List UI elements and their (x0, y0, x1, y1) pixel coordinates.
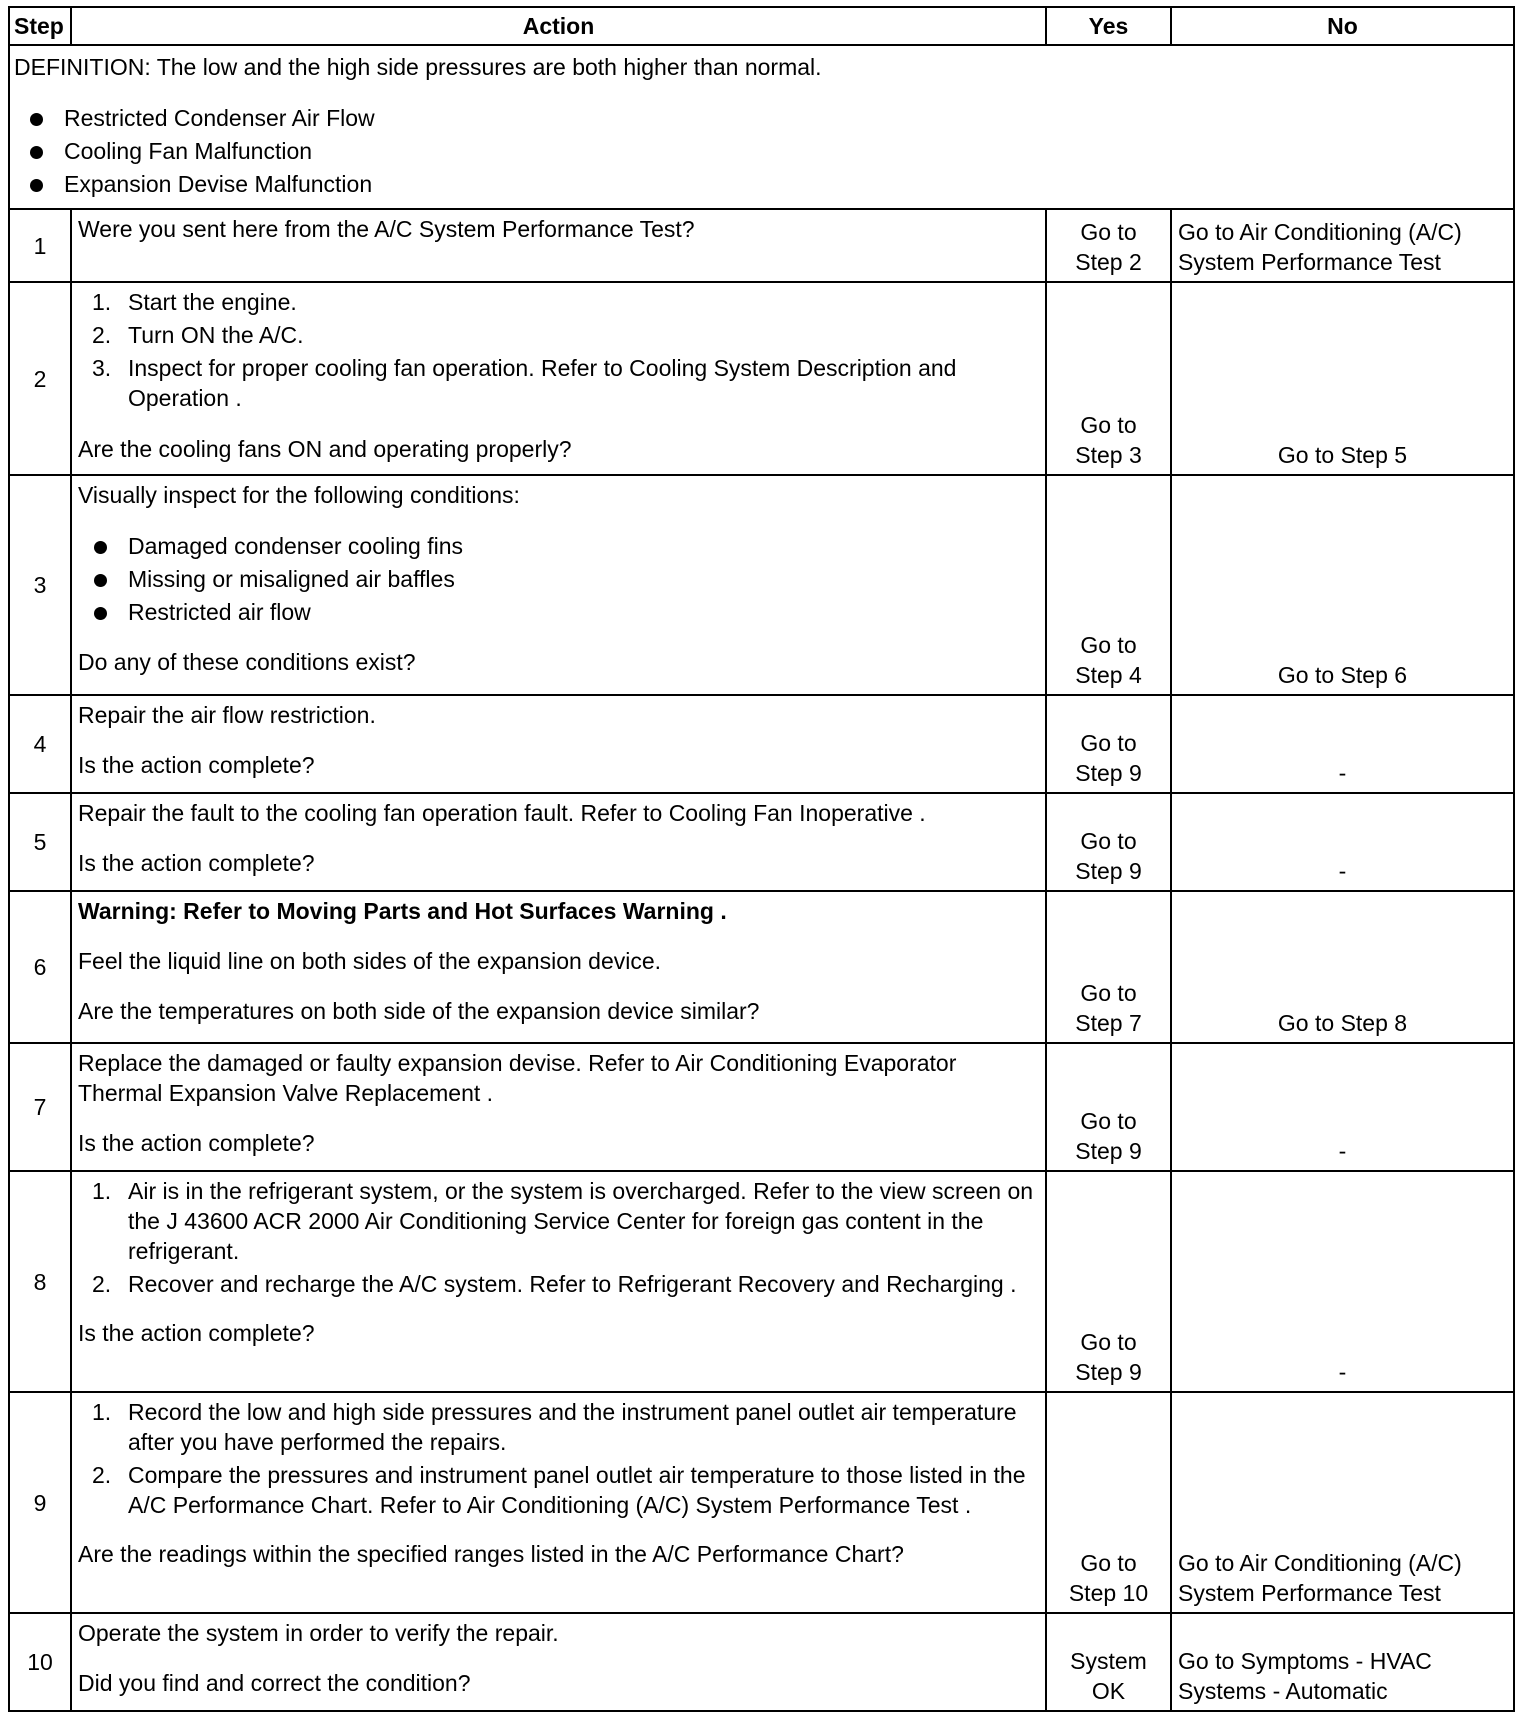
yes-text: Go to (1080, 730, 1137, 756)
action-text: Operate the system in order to verify the repair. (78, 1620, 559, 1646)
table-row (9, 475, 1514, 695)
step-action (71, 695, 1046, 793)
question-text: Is the action complete? (78, 752, 315, 778)
numbered-list (78, 1397, 1039, 1520)
step-number: 4 (9, 695, 71, 793)
list-item: Expansion Devise Malfunction (14, 168, 1509, 201)
step-action (71, 282, 1046, 475)
action-text: Visually inspect for the following conditions: (78, 482, 520, 508)
list-item: Restricted Condenser Air Flow (14, 102, 1509, 135)
list-item: Damaged condenser cooling fins (78, 530, 1039, 563)
step-action (71, 1171, 1046, 1392)
step-action (71, 475, 1046, 695)
table-row (9, 209, 1514, 282)
no-cell (1171, 1613, 1514, 1711)
header-row (9, 7, 1514, 45)
step-action (71, 1043, 1046, 1171)
step-action (71, 891, 1046, 1043)
yes-cell (1046, 1392, 1171, 1613)
no-cell (1171, 793, 1514, 891)
yes-text: Go to (1080, 632, 1137, 658)
no-cell (1171, 1171, 1514, 1392)
yes-cell (1046, 282, 1171, 475)
list-item: Missing or misaligned air baffles (78, 563, 1039, 596)
yes-text: Go to (1080, 219, 1137, 245)
list-item: 2. Recover and recharge the A/C system. Refer to Refrigerant Recovery and Recharging . (92, 1271, 1017, 1297)
no-text: System Performance Test (1178, 249, 1441, 275)
no-cell (1171, 282, 1514, 475)
question-text: Are the temperatures on both side of the expansion device similar? (78, 998, 760, 1024)
step-action (71, 793, 1046, 891)
no-cell (1171, 1043, 1514, 1171)
condition-bullets (78, 530, 1039, 629)
no-cell (1171, 209, 1514, 282)
question-text: Is the action complete? (78, 1320, 315, 1346)
yes-cell (1046, 1171, 1171, 1392)
action-text: Feel the liquid line on both sides of the expansion device. (78, 948, 662, 974)
no-text: System Performance Test (1178, 1580, 1441, 1606)
list-item: 2. Compare the pressures and instrument panel outlet air temperature to those listed in the A/C Performance Chart. Refer to Air Conditioning (A/C) System Performance Test . (92, 1462, 1026, 1518)
no-cell (1171, 891, 1514, 1043)
step-number: 6 (9, 891, 71, 1043)
table-row (9, 282, 1514, 475)
definition-bullets (14, 102, 1509, 201)
step-number: 10 (9, 1613, 71, 1711)
yes-text: Go to (1080, 828, 1137, 854)
no-text: - (1338, 760, 1347, 786)
step-number: 8 (9, 1171, 71, 1392)
action-text: Were you sent here from the A/C System Performance Test? (78, 216, 695, 242)
list-item: 3. Inspect for proper cooling fan operation. Refer to Cooling System Description and Operation . (92, 355, 957, 411)
header-no: No (1171, 7, 1514, 45)
header-yes: Yes (1046, 7, 1171, 45)
yes-text: Go to (1080, 1329, 1137, 1355)
question-text: Did you find and correct the condition? (78, 1670, 471, 1696)
list-item: 1. Air is in the refrigerant system, or the system is overcharged. Refer to the view screen on the J 43600 ACR 2000 Air Conditioning Service Center for foreign gas content in the refrigerant. (92, 1178, 1034, 1264)
yes-text: Step 7 (1075, 1010, 1142, 1036)
table-row (9, 1613, 1514, 1711)
no-text: Go to Air Conditioning (A/C) (1178, 219, 1462, 245)
question-text: Is the action complete? (78, 850, 315, 876)
no-cell (1171, 475, 1514, 695)
yes-text: Go to (1080, 1108, 1137, 1134)
yes-cell (1046, 793, 1171, 891)
no-text: Go to Step 8 (1277, 1010, 1408, 1036)
no-cell (1171, 1392, 1514, 1613)
step-number: 9 (9, 1392, 71, 1613)
yes-text: Go to (1080, 412, 1137, 438)
list-item: Restricted air flow (78, 596, 1039, 629)
table-row (9, 1043, 1514, 1171)
yes-cell (1046, 1613, 1171, 1711)
yes-text: System (1070, 1648, 1147, 1674)
step-number: 2 (9, 282, 71, 475)
question-text: Are the cooling fans ON and operating properly? (78, 436, 572, 462)
numbered-list (78, 1176, 1039, 1299)
no-text: Go to Step 5 (1277, 442, 1408, 468)
step-number: 5 (9, 793, 71, 891)
warning-text: Warning: Refer to Moving Parts and Hot Surfaces Warning . (78, 898, 727, 924)
yes-cell (1046, 475, 1171, 695)
yes-cell (1046, 209, 1171, 282)
yes-text: OK (1091, 1678, 1126, 1704)
definition-text: DEFINITION: The low and the high side pressures are both higher than normal. (14, 54, 822, 80)
action-text: Replace the damaged or faulty expansion devise. Refer to Air Conditioning Evaporator Thermal Expansion Valve Replacement . (78, 1050, 957, 1106)
no-text: Go to Step 6 (1277, 662, 1408, 688)
step-number: 7 (9, 1043, 71, 1171)
yes-text: Step 4 (1075, 662, 1142, 688)
diagnostic-table (8, 6, 1515, 1712)
yes-text: Step 9 (1075, 858, 1142, 884)
numbered-list (78, 287, 1039, 413)
no-cell (1171, 695, 1514, 793)
step-action (71, 1613, 1046, 1711)
list-item: 2. Turn ON the A/C. (92, 322, 304, 348)
table-row (9, 695, 1514, 793)
list-item: Cooling Fan Malfunction (14, 135, 1509, 168)
action-text: Repair the fault to the cooling fan operation fault. Refer to Cooling Fan Inoperative . (78, 800, 926, 826)
yes-cell (1046, 1043, 1171, 1171)
table-row (9, 891, 1514, 1043)
yes-text: Go to (1080, 980, 1137, 1006)
diagnostic-table-container (8, 6, 1513, 1712)
definition-row (9, 45, 1514, 209)
yes-cell (1046, 695, 1171, 793)
yes-cell (1046, 891, 1171, 1043)
yes-text: Step 9 (1075, 1359, 1142, 1385)
yes-text: Step 9 (1075, 760, 1142, 786)
header-step: Step (9, 7, 71, 45)
action-text: Repair the air flow restriction. (78, 702, 376, 728)
no-text: - (1338, 1138, 1347, 1164)
no-text: Go to Symptoms - HVAC (1178, 1648, 1432, 1674)
no-text: Go to Air Conditioning (A/C) (1178, 1550, 1462, 1576)
question-text: Do any of these conditions exist? (78, 649, 416, 675)
list-item: 1. Record the low and high side pressures and the instrument panel outlet air temperature after you have performed the repairs. (92, 1399, 1017, 1455)
table-row (9, 1171, 1514, 1392)
yes-text: Step 2 (1075, 249, 1142, 275)
yes-text: Step 3 (1075, 442, 1142, 468)
yes-text: Step 9 (1075, 1138, 1142, 1164)
table-row (9, 1392, 1514, 1613)
question-text: Is the action complete? (78, 1130, 315, 1156)
question-text: Are the readings within the specified ranges listed in the A/C Performance Chart? (78, 1541, 904, 1567)
step-action (71, 209, 1046, 282)
header-action: Action (71, 7, 1046, 45)
no-text: - (1338, 1359, 1347, 1385)
no-text: Systems - Automatic (1178, 1678, 1388, 1704)
yes-text: Step 10 (1068, 1580, 1149, 1606)
step-action (71, 1392, 1046, 1613)
table-row (9, 793, 1514, 891)
step-number: 1 (9, 209, 71, 282)
list-item: 1. Start the engine. (92, 289, 297, 315)
no-text: - (1338, 858, 1347, 884)
yes-text: Go to (1080, 1550, 1137, 1576)
step-number: 3 (9, 475, 71, 695)
